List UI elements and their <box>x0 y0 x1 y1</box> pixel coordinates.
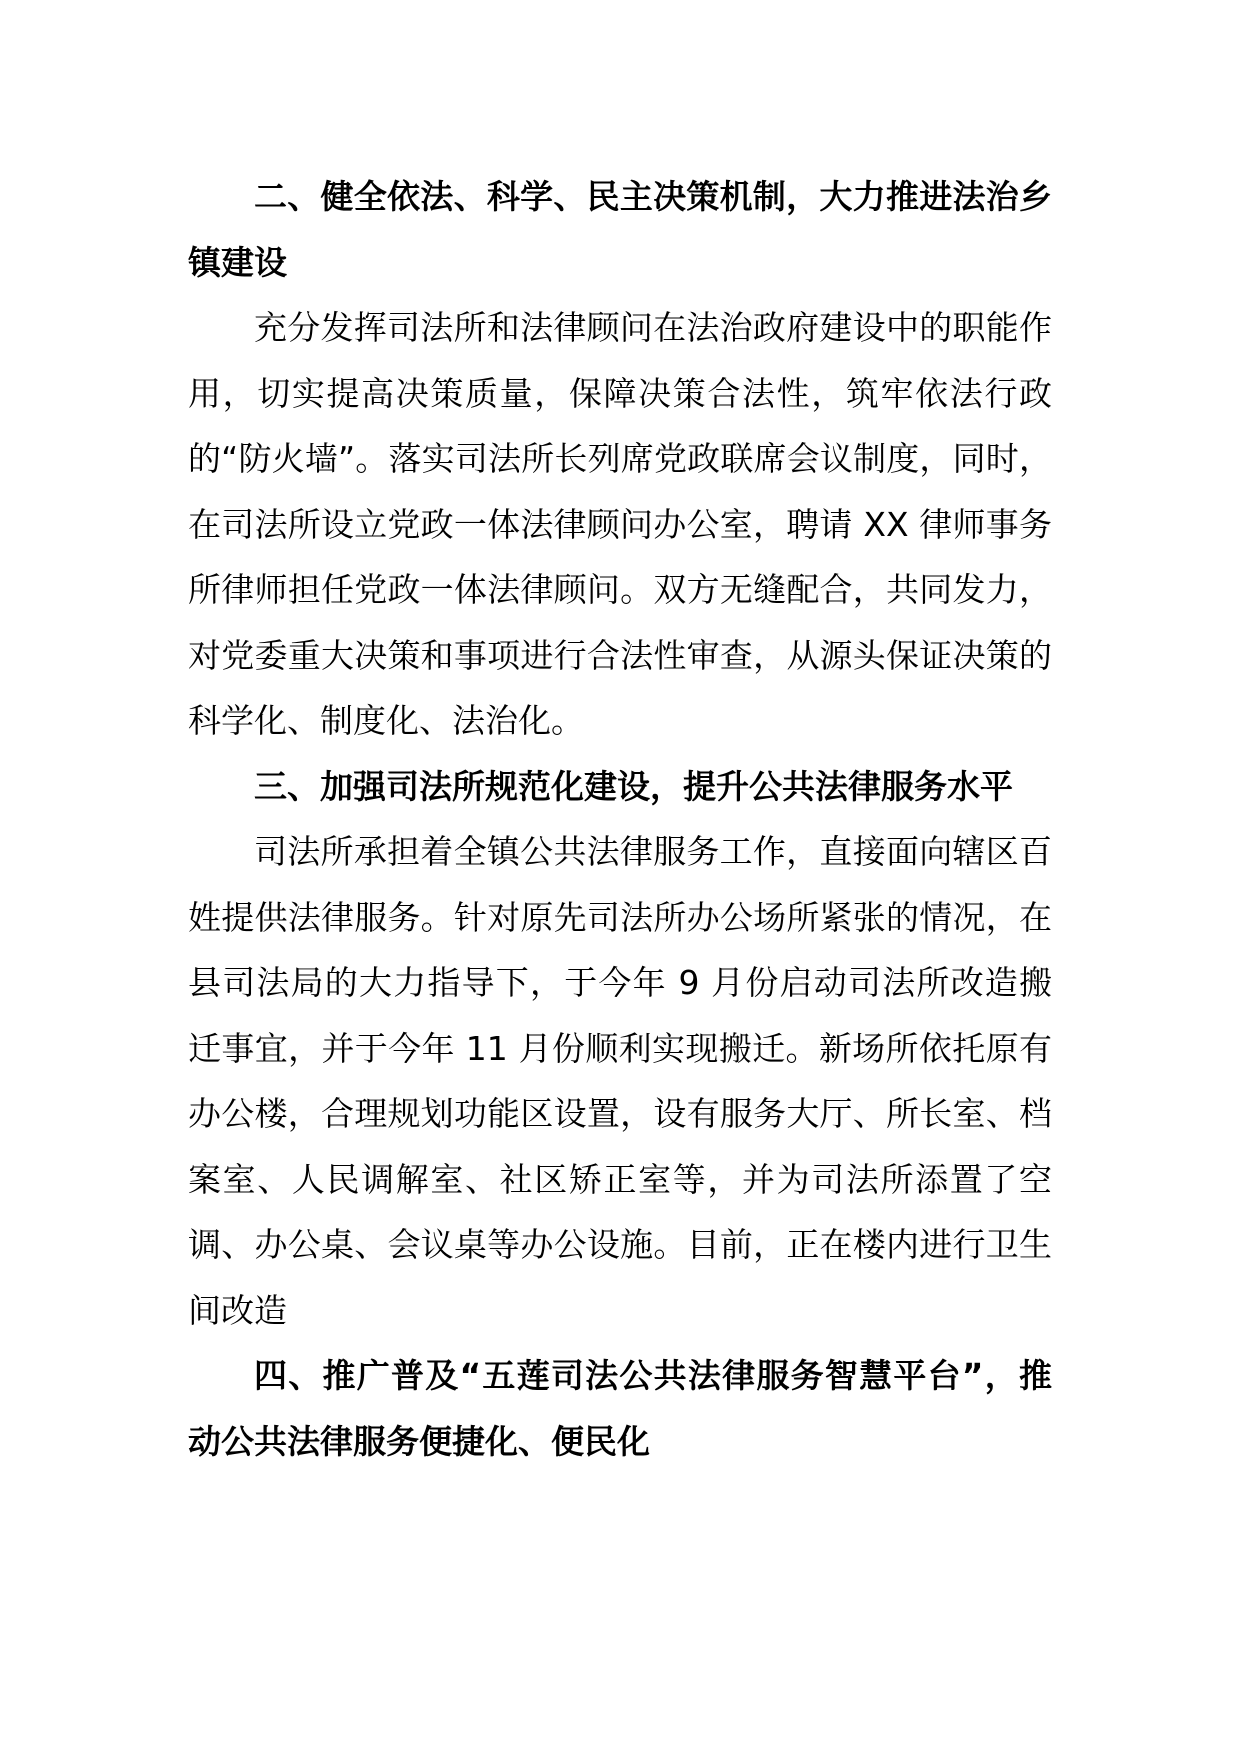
section-heading-3: 三、加强司法所规范化建设，提升公共法律服务水平 <box>254 766 1013 806</box>
section-heading-4: 四、推广普及“五莲司法公共法律服务智慧平台”，推动公共法律服务便捷化、便民化 <box>188 1356 1052 1461</box>
document-body <box>188 164 1052 1474</box>
section-paragraph-3: 司法所承担着全镇公共法律服务工作，直接面向辖区百姓提供法律服务。针对原先司法所办公场所紧张的情况，在县司法局的大力指导下，于今年 9 月份启动司法所改造搬迁事宜，并于今年 11 月份顺利实现搬迁。新场所依托原有办公楼，合理规划功能区设置，设有服务大厅、所长室、档案室、人民调解室、社区矫正室等，并为司法所添置了空调、办公桌、会议桌等办公设施。目前，正在楼内进行卫生间改造 <box>188 832 1052 1330</box>
section-heading-2: 二、健全依法、科学、民主决策机制，大力推进法治乡镇建设 <box>188 177 1052 282</box>
section-paragraph-2: 充分发挥司法所和法律顾问在法治政府建设中的职能作用，切实提高决策质量，保障决策合法性，筑牢依法行政的“防火墙”。落实司法所长列席党政联席会议制度，同时，在司法所设立党政一体法律顾问办公室，聘请 XX 律师事务所律师担任党政一体法律顾问。双方无缝配合，共同发力，对党委重大决策和事项进行合法性审查，从源头保证决策的科学化、制度化、法治化。 <box>188 308 1052 740</box>
